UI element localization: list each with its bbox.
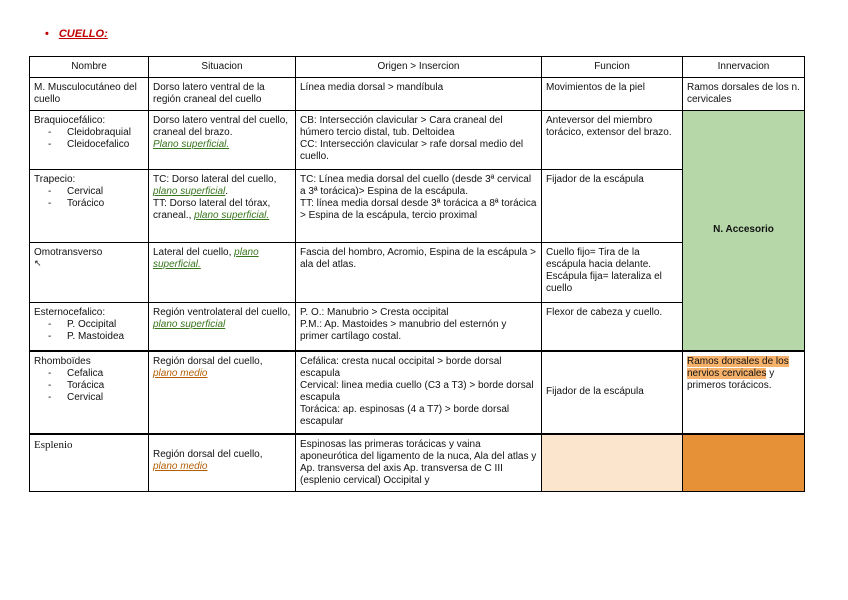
cell-funcion: Fijador de la escápula bbox=[542, 351, 683, 434]
muscle-name: Trapecio: bbox=[34, 174, 76, 185]
cell-nombre bbox=[30, 111, 149, 170]
table-row bbox=[30, 78, 805, 111]
plano-link[interactable]: Plano superficial. bbox=[153, 139, 230, 150]
table-header-row bbox=[30, 57, 805, 78]
sub-item: - Cefalica bbox=[34, 368, 144, 380]
cursor-mark-icon: ↖ bbox=[34, 258, 42, 268]
origen-line: P.M.: Ap. Mastoides > manubrio del esternón y primer cartílago costal. bbox=[300, 319, 507, 342]
cell-situacion bbox=[149, 434, 296, 492]
table-row bbox=[30, 351, 805, 434]
cell-nombre bbox=[30, 303, 149, 351]
table-row bbox=[30, 434, 805, 492]
section-title: CUELLO: bbox=[58, 28, 108, 40]
origen-line: P. O.: Manubrio > Cresta occipital bbox=[300, 307, 449, 318]
funcion-line: Escápula fija= lateraliza el cuello bbox=[546, 271, 662, 294]
cell-nombre: M. Musculocutáneo del cuello bbox=[30, 78, 149, 111]
table-row bbox=[30, 111, 805, 170]
header-innervacion: Innervacion bbox=[683, 57, 805, 78]
cell-situacion bbox=[149, 303, 296, 351]
cell-innervacion: Ramos dorsales de los n. cervicales bbox=[683, 78, 805, 111]
origen-line: TC: Línea media dorsal del cuello (desde 3ª cervical a 3ª torácica)> Espina de la escápula. bbox=[300, 174, 532, 197]
origen-line: Cervical: linea media cuello (C3 a T3) > borde dorsal escapula bbox=[300, 379, 534, 403]
origen-line: TT: línea media dorsal desde 3ª torácica a 8ª torácica > Espina de la escápula, tercio proximal bbox=[300, 198, 537, 221]
muscle-name: Braquiocefálico: bbox=[34, 115, 106, 126]
cell-nombre bbox=[30, 351, 149, 434]
innervacion-text: y primeros torácicos. bbox=[687, 367, 775, 391]
header-nombre: Nombre bbox=[30, 57, 149, 78]
cell-nombre bbox=[30, 243, 149, 303]
cell-origen bbox=[296, 170, 542, 243]
muscle-name: Rhomboïdes bbox=[34, 355, 91, 367]
cell-funcion: Anteversor del miembro torácico, extensor del brazo. bbox=[542, 111, 683, 170]
plano-link[interactable]: plano superficial bbox=[153, 186, 226, 197]
cell-funcion: Fijador de la escápula bbox=[542, 170, 683, 243]
situacion-text: Región dorsal del cuello, bbox=[153, 355, 263, 367]
cell-funcion: Movimientos de la piel bbox=[542, 78, 683, 111]
cell-situacion: Dorso latero ventral de la región craneal del cuello bbox=[149, 78, 296, 111]
cell-nombre bbox=[30, 170, 149, 243]
sub-item: - Torácica bbox=[34, 380, 144, 392]
origen-line: CC: Intersección clavicular > rafe dorsal medio del cuello. bbox=[300, 139, 524, 162]
muscle-name: Omotransverso bbox=[34, 247, 103, 258]
origen-line: CB: Intersección clavicular > Cara craneal del húmero tercio distal, tub. Deltoidea bbox=[300, 115, 503, 138]
muscle-table bbox=[29, 56, 805, 492]
situacion-text: Región dorsal del cuello, bbox=[153, 448, 263, 460]
cell-innervacion-accesorio: N. Accesorio bbox=[683, 111, 805, 351]
sub-item: - P. Mastoidea bbox=[34, 331, 144, 343]
cell-situacion: TC: Dorso lateral del cuello, plano superficial. TT: Dorso lateral del tórax, craneal., plano superficial. bbox=[149, 170, 296, 243]
cell-origen bbox=[296, 111, 542, 170]
bullet-icon: • bbox=[45, 28, 49, 40]
cell-situacion bbox=[149, 111, 296, 170]
cell-origen bbox=[296, 303, 542, 351]
sub-item: - Cervical bbox=[34, 186, 144, 198]
header-origen: Origen > Insercion bbox=[296, 57, 542, 78]
situacion-text: Dorso latero ventral del cuello, craneal del brazo. bbox=[153, 115, 289, 138]
sub-item: - Cervical bbox=[34, 392, 144, 404]
cell-origen: Espinosas las primeras torácicas y vaina aponeurótica del ligamento de la nuca, Ala del atlas y Ap. transversa del axis Ap. transversa de C III (esplenio cervical) Occipital y bbox=[296, 434, 542, 492]
plano-link[interactable]: plano superficial. bbox=[153, 247, 259, 270]
funcion-line: Cuello fijo= Tira de la escápula hacia delante. bbox=[546, 247, 652, 270]
section-heading bbox=[45, 28, 108, 40]
situacion-text: Región ventrolateral del cuello, bbox=[153, 307, 291, 318]
origen-line: Torácica: ap. espinosas (4 a T7) > borde dorsal escapular bbox=[300, 403, 510, 427]
muscle-name: Esternocefalico: bbox=[34, 307, 106, 318]
cell-innervacion bbox=[683, 351, 805, 434]
sub-item: - Torácico bbox=[34, 198, 144, 210]
header-situacion: Situacion bbox=[149, 57, 296, 78]
situacion-text: TC: Dorso lateral del cuello, bbox=[153, 174, 277, 185]
plano-link[interactable]: plano medio bbox=[153, 460, 208, 472]
cell-innervacion bbox=[683, 434, 805, 492]
header-funcion: Funcion bbox=[542, 57, 683, 78]
cell-funcion bbox=[542, 434, 683, 492]
plano-link[interactable]: plano superficial. bbox=[194, 210, 270, 221]
plano-link[interactable]: plano superficial bbox=[153, 319, 226, 330]
cell-funcion bbox=[542, 243, 683, 303]
sub-item: - Cleidobraquial bbox=[34, 127, 144, 139]
cell-origen: Fascia del hombro, Acromio, Espina de la escápula > ala del atlas. bbox=[296, 243, 542, 303]
cell-nombre: Esplenio bbox=[30, 434, 149, 492]
situacion-text: Lateral del cuello, bbox=[153, 247, 232, 258]
situacion-text: TT: Dorso lateral del tórax, craneal., bbox=[153, 198, 271, 221]
cell-situacion bbox=[149, 243, 296, 303]
sub-item: - Cleidocefalico bbox=[34, 139, 144, 151]
sub-item: - P. Occipital bbox=[34, 319, 144, 331]
origen-line: Cefálica: cresta nucal occipital > borde dorsal escapula bbox=[300, 355, 502, 379]
highlighted-text: Ramos dorsales de los nervios cervicales bbox=[687, 355, 789, 379]
cell-situacion bbox=[149, 351, 296, 434]
cell-origen: Línea media dorsal > mandíbula bbox=[296, 78, 542, 111]
plano-link[interactable]: plano medio bbox=[153, 367, 208, 379]
cell-funcion: Flexor de cabeza y cuello. bbox=[542, 303, 683, 351]
cell-origen bbox=[296, 351, 542, 434]
